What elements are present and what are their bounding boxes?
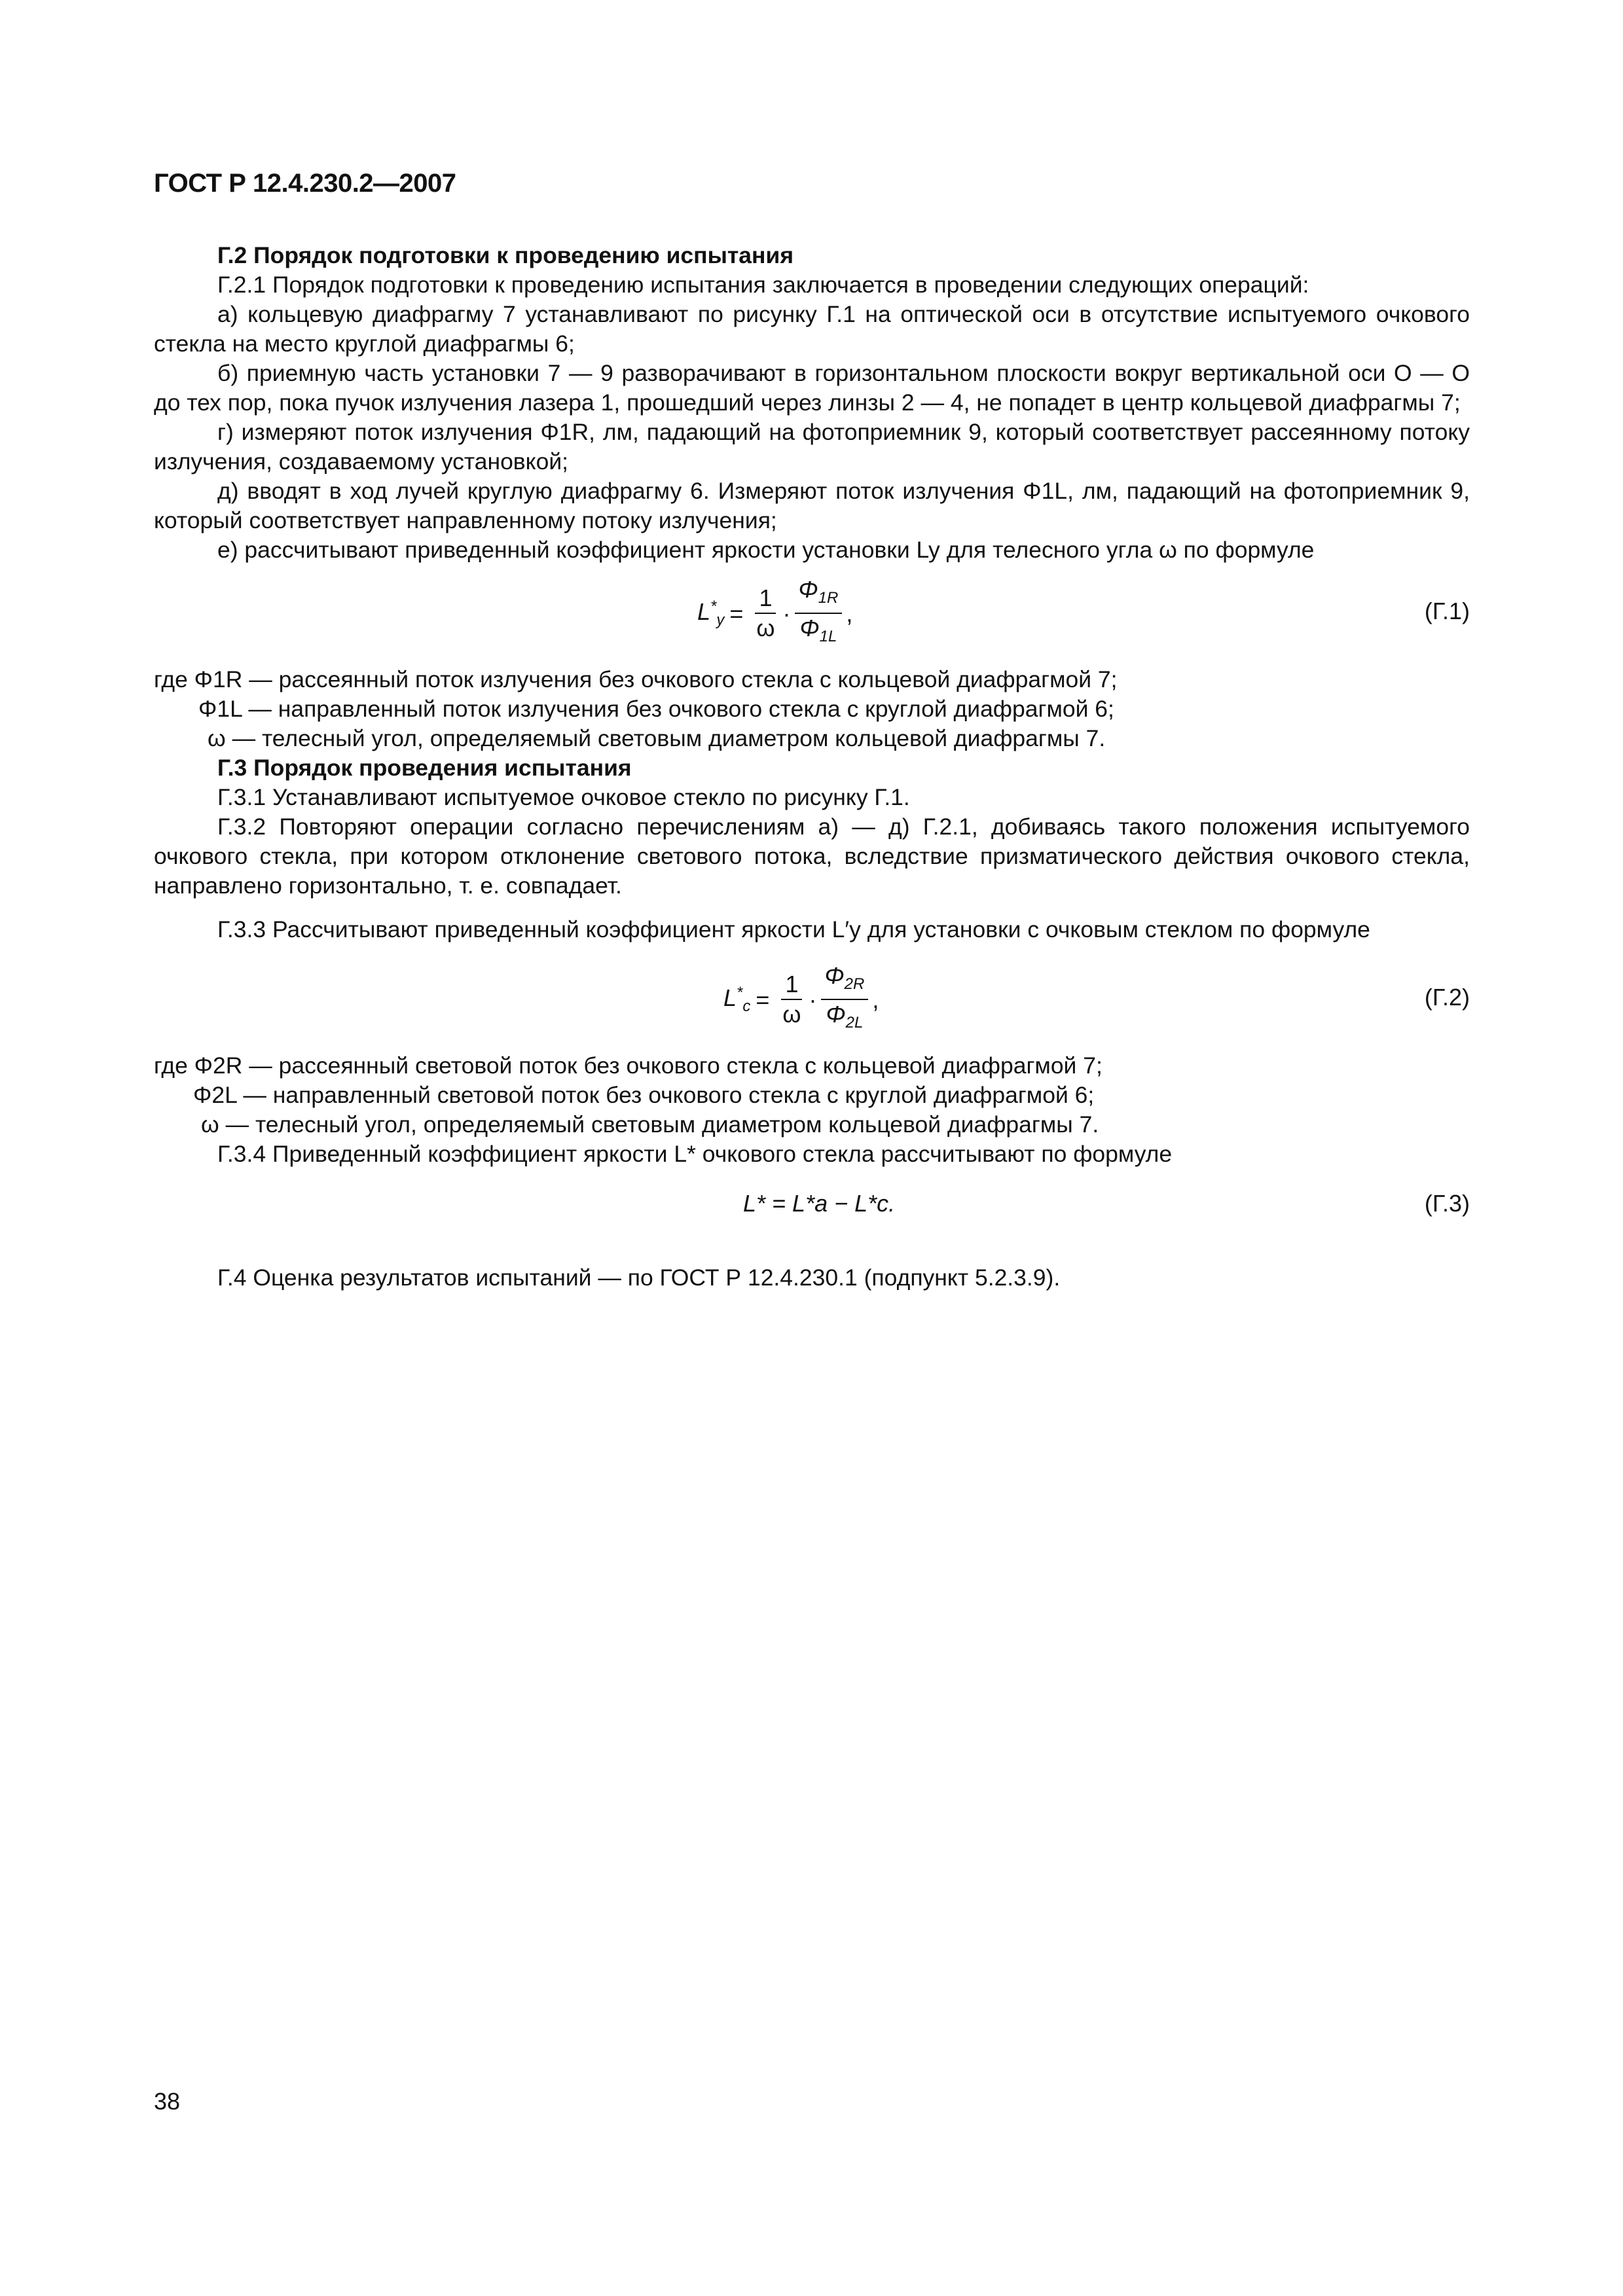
formula-g1-equals: =	[729, 600, 744, 627]
page-number: 38	[154, 2088, 181, 2115]
where-g1-line-3: ω — телесный угол, определяемый световым диаметром кольцевой диафрагмы 7.	[208, 725, 1106, 751]
paragraph-g3-1: Г.3.1 Устанавливают испытуемое очковое стекло по рисунку Г.1.	[217, 784, 910, 810]
section-g2-heading: Г.2 Порядок подготовки к проведению испытания	[217, 242, 794, 268]
where-g1-line-2: Φ1L — направленный поток излучения без очкового стекла с круглой диафрагмой 6;	[198, 696, 1114, 722]
formula-g3-expression: L* = L*a − L*c.	[743, 1190, 896, 1217]
paragraph-g3-3: Г.3.3 Рассчитывают приведенный коэффициент яркости L′y для установки с очковым стеклом по формуле	[217, 916, 1370, 942]
formula-g1	[154, 577, 1470, 665]
formula-g2-fraction-omega: $\frac{1}{\omega}$	[782, 971, 801, 1028]
document-body	[154, 241, 1470, 1293]
paragraph-g2-1: Г.2.1 Порядок подготовки к проведению испытания заключается в проведении следующих операций:	[217, 272, 1309, 298]
formula-g3-number: (Г.3)	[1424, 1190, 1470, 1217]
where-g2-line-2: Φ2L — направленный световой поток без очкового стекла с круглой диафрагмой 6;	[193, 1082, 1095, 1108]
formula-g2-fraction-flux: $\frac{\Phi_{2R}}{\Phi_{2L}}$	[821, 963, 869, 1036]
formula-g1-lhs: $L^*_y$	[697, 598, 725, 630]
item-e: е) рассчитывают приведенный коэффициент яркости установки Ly для телесного угла ω по формуле	[217, 537, 1315, 563]
formula-g1-dot: ·	[782, 600, 791, 627]
formula-g2	[154, 963, 1470, 1051]
item-a: а) кольцевую диафрагму 7 устанавливают по рисунку Г.1 на оптической оси в отсутствие испытуемого очкового стекла на место круглой диафрагмы 6;	[154, 301, 1470, 357]
where-g2-line-1: где Φ2R — рассеянный световой поток без очкового стекла с кольцевой диафрагмой 7;	[154, 1052, 1103, 1079]
formula-g1-number: (Г.1)	[1424, 598, 1470, 624]
item-g: г) измеряют поток излучения Φ1R, лм, падающий на фотоприемник 9, который соответствует рассеянному потоку излучения, создаваемому установкой;	[154, 419, 1470, 475]
paragraph-g3-2: Г.3.2 Повторяют операции согласно перечислениям а) — д) Г.2.1, добиваясь такого положения испытуемого очкового стекла, при котором отклонение светового потока, вследствие призматического действия очкового стекла, направлено горизонтально, т. е. совпадает.	[154, 814, 1470, 899]
formula-g1-fraction-omega: $\frac{1}{\omega}$	[756, 584, 775, 642]
formula-g2-number: (Г.2)	[1424, 984, 1470, 1011]
item-b: б) приемную часть установки 7 — 9 разворачивают в горизонтальном плоскости вокруг вертикальной оси О — О до тех пор, пока пучок излучения лазера 1, прошедший через линзы 2 — 4, не попадет в центр кольцевой диафрагмы 7;	[154, 360, 1470, 416]
item-d: д) вводят в ход лучей круглую диафрагму 6. Измеряют поток излучения Φ1L, лм, падающий на фотоприемник 9, который соответствует направленному потоку излучения;	[154, 478, 1470, 533]
formula-g2-lhs: $L^*_c$	[723, 984, 751, 1016]
section-g3-heading: Г.3 Порядок проведения испытания	[217, 755, 632, 781]
document-header: ГОСТ Р 12.4.230.2—2007	[154, 169, 456, 198]
formula-g1-expression: $L^*_y$ = $\frac{1}{\omega}$ · $\frac{\Phi_{1R}}{\Phi_{1L}}$ ,	[697, 577, 852, 650]
formula-g1-fraction-flux: $\frac{\Phi_{1R}}{\Phi_{1L}}$	[795, 577, 843, 650]
where-g2-line-3: ω — телесный угол, определяемый световым диаметром кольцевой диафрагмы 7.	[201, 1111, 1099, 1138]
formula-g3	[154, 1182, 1470, 1261]
paragraph-g3-4: Г.3.4 Приведенный коэффициент яркости L* очкового стекла рассчитывают по формуле	[217, 1141, 1173, 1167]
formula-g2-expression: $L^*_c$ = $\frac{1}{\omega}$ · $\frac{\Phi_{2R}}{\Phi_{2L}}$ ,	[723, 963, 879, 1036]
where-g1-line-1: где Φ1R — рассеянный поток излучения без очкового стекла с кольцевой диафрагмой 7;	[154, 666, 1118, 692]
paragraph-g4: Г.4 Оценка результатов испытаний — по ГОСТ Р 12.4.230.1 (подпункт 5.2.3.9).	[217, 1265, 1061, 1291]
